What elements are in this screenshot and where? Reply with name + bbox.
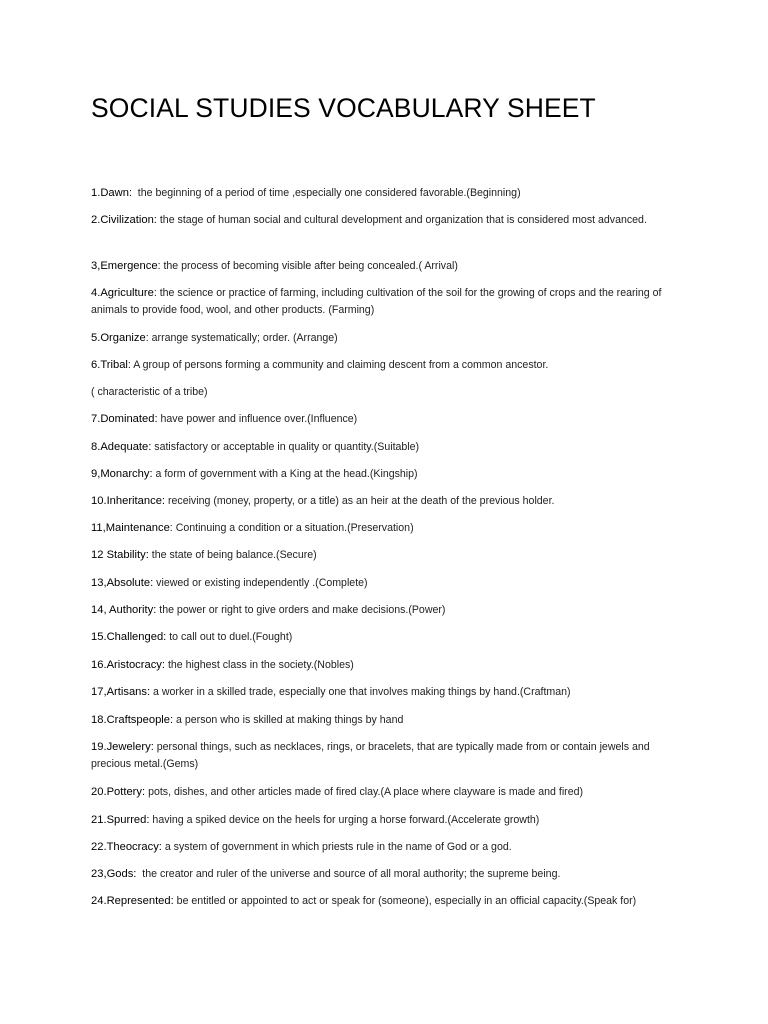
term-separator: :: [157, 260, 161, 272]
vocabulary-entry: [91, 684, 691, 701]
vocabulary-entry: [91, 520, 691, 537]
vocabulary-term: Challenged:: [106, 631, 167, 643]
vocabulary-entry: [91, 258, 691, 275]
entry-number: 5.: [91, 332, 101, 344]
vocabulary-entry: [91, 185, 691, 202]
vocabulary-term: Theocracy:: [106, 841, 162, 853]
vocabulary-entry: [91, 411, 691, 428]
term-definition: have power and influence over.(Influence): [157, 413, 358, 425]
term-definition: having a spiked device on the heels for urging a horse forward.(Accelerate growth): [149, 814, 540, 826]
vocabulary-term: Aristocracy:: [106, 659, 165, 671]
vocabulary-term: Emergence: [100, 260, 158, 272]
term-definition: the stage of human social and cultural development and organization that is considered most advanced.: [156, 214, 647, 226]
vocabulary-entry: [91, 330, 691, 347]
term-definition: the science or practice of farming, including cultivation of the soil for the growing of crops and the rearing of animals to provide food, wool, and other products. (Farming): [91, 287, 665, 316]
term-definition: the process of becoming visible after being concealed.( Arrival): [160, 260, 458, 272]
entry-number: 20.: [91, 786, 107, 798]
vocabulary-term: Jewelery:: [106, 741, 154, 753]
entry-number: 11,: [91, 522, 106, 534]
vocabulary-entry: [91, 866, 691, 883]
page-title: SOCIAL STUDIES VOCABULARY SHEET: [91, 93, 596, 123]
entry-number: 24.: [91, 895, 107, 907]
term-definition: ( characteristic of a tribe): [91, 386, 208, 398]
vocabulary-term: Stability:: [106, 549, 149, 561]
entry-number: 7.: [91, 413, 101, 425]
term-definition: to call out to duel.(Fought): [166, 631, 293, 643]
entry-number: 18.: [91, 714, 107, 726]
vocabulary-entry: [91, 439, 691, 456]
vocabulary-term: Agriculture: [100, 287, 154, 299]
vocabulary-term: Tribal: [100, 359, 128, 371]
term-definition: Continuing a condition or a situation.(Preservation): [172, 522, 414, 534]
vocabulary-term: Gods:: [106, 868, 137, 880]
entry-number: 19.: [91, 741, 107, 753]
entry-number: 15.: [91, 631, 107, 643]
entry-number: 1.: [91, 187, 101, 199]
vocabulary-term: Authority:: [109, 604, 157, 616]
vocabulary-entry: [91, 784, 691, 801]
term-definition: the state of being balance.(Secure): [148, 549, 317, 561]
entry-number: 17,: [91, 686, 107, 698]
term-separator: :: [169, 522, 173, 534]
vocabulary-entry: [91, 547, 691, 564]
vocabulary-term: Organize: [100, 332, 146, 344]
vocabulary-term: Maintenance: [105, 522, 170, 534]
term-definition: viewed or existing independently .(Complete): [153, 577, 368, 589]
term-definition: the beginning of a period of time ,especially one considered favorable.(Beginning): [131, 187, 521, 199]
vocabulary-entry: [91, 812, 691, 829]
term-definition: the creator and ruler of the universe and source of all moral authority; the supreme being.: [136, 868, 561, 880]
entry-number: 21.: [91, 814, 107, 826]
vocabulary-term: Inheritance:: [106, 495, 166, 507]
vocabulary-entry: [91, 575, 691, 592]
vocabulary-term: Monarchy:: [100, 468, 153, 480]
vocabulary-term: Absolute:: [106, 577, 154, 589]
vocabulary-entry: [91, 839, 691, 856]
term-definition: a worker in a skilled trade, especially one that involves making things by hand.(Craftman): [150, 686, 571, 698]
entry-number: 12: [91, 549, 107, 561]
entry-number: 4.: [91, 287, 101, 299]
term-separator: :: [145, 332, 149, 344]
entry-number: 6.: [91, 359, 101, 371]
term-definition: A group of persons forming a community and claiming descent from a common ancestor.: [130, 359, 549, 371]
vocabulary-term: Dominated:: [100, 413, 158, 425]
vocabulary-entry: [91, 466, 691, 483]
term-separator: :: [127, 359, 131, 371]
vocabulary-term: Represented:: [106, 895, 174, 907]
vocabulary-entry: [91, 893, 691, 910]
entry-number: 2.: [91, 214, 101, 226]
vocabulary-entry: [91, 657, 691, 674]
term-definition: pots, dishes, and other articles made of fired clay.(A place where clayware is made and fired): [145, 786, 584, 798]
term-definition: a form of government with a King at the head.(Kingship): [152, 468, 418, 480]
entry-number: 3,: [91, 260, 101, 272]
term-separator: :: [128, 187, 132, 199]
vocabulary-entry: [91, 384, 691, 401]
entry-number: 16.: [91, 659, 107, 671]
vocabulary-term: Craftspeople:: [106, 714, 174, 726]
entry-number: 14,: [91, 604, 110, 616]
vocabulary-term: Spurred:: [106, 814, 150, 826]
vocabulary-term: Civilization:: [100, 214, 157, 226]
vocabulary-term: Pottery:: [106, 786, 146, 798]
vocabulary-entry: [91, 357, 691, 374]
vocabulary-term: Adequate:: [100, 441, 152, 453]
term-definition: satisfactory or acceptable in quality or quantity.(Suitable): [151, 441, 420, 453]
term-definition: arrange systematically; order. (Arrange): [148, 332, 338, 344]
vocabulary-entry: [91, 212, 691, 229]
vocabulary-entry: [91, 602, 691, 619]
entry-number: 23,: [91, 868, 107, 880]
entry-number: 8.: [91, 441, 101, 453]
entry-number: 10.: [91, 495, 107, 507]
term-definition: the power or right to give orders and make decisions.(Power): [156, 604, 446, 616]
entry-number: 13,: [91, 577, 107, 589]
term-definition: personal things, such as necklaces, rings, or bracelets, that are typically made from or contain jewels and precious metal.(Gems): [91, 741, 653, 770]
term-separator: :: [153, 287, 157, 299]
term-definition: be entitled or appointed to act or speak for (someone), especially in an official capacity.(Speak for): [173, 895, 637, 907]
term-definition: the highest class in the society.(Nobles): [165, 659, 354, 671]
entry-number: 22.: [91, 841, 107, 853]
term-definition: a person who is skilled at making things by hand: [173, 714, 404, 726]
vocabulary-entry: [91, 712, 691, 729]
vocabulary-entry: [91, 629, 691, 646]
vocabulary-term: Dawn: [100, 187, 129, 199]
vocabulary-term: Artisans:: [106, 686, 151, 698]
entry-number: 9,: [91, 468, 101, 480]
vocabulary-entry: [91, 739, 691, 773]
vocabulary-entry: [91, 285, 691, 319]
term-definition: a system of government in which priests rule in the name of God or a god.: [161, 841, 512, 853]
vocabulary-entry: [91, 493, 691, 510]
term-definition: receiving (money, property, or a title) as an heir at the death of the previous holder.: [165, 495, 555, 507]
